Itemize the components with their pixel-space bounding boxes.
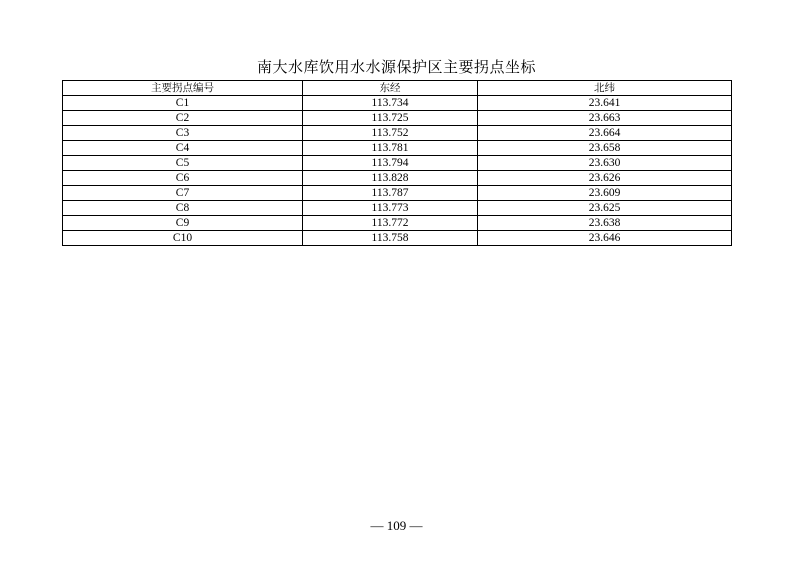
table-row xyxy=(63,96,732,111)
table-row xyxy=(63,126,732,141)
cell-longitude: 113.725 xyxy=(303,111,478,126)
cell-point-id: C8 xyxy=(63,201,303,216)
cell-longitude: 113.787 xyxy=(303,186,478,201)
cell-point-id: C9 xyxy=(63,216,303,231)
cell-latitude: 23.658 xyxy=(478,141,732,156)
header-latitude: 北纬 xyxy=(478,81,732,96)
cell-point-id: C7 xyxy=(63,186,303,201)
coordinates-table xyxy=(62,80,732,246)
table-row xyxy=(63,201,732,216)
cell-longitude: 113.828 xyxy=(303,171,478,186)
table-row xyxy=(63,186,732,201)
cell-longitude: 113.794 xyxy=(303,156,478,171)
cell-latitude: 23.626 xyxy=(478,171,732,186)
cell-point-id: C3 xyxy=(63,126,303,141)
cell-point-id: C2 xyxy=(63,111,303,126)
cell-latitude: 23.641 xyxy=(478,96,732,111)
cell-latitude: 23.638 xyxy=(478,216,732,231)
cell-longitude: 113.752 xyxy=(303,126,478,141)
table-row xyxy=(63,216,732,231)
table-row xyxy=(63,171,732,186)
cell-latitude: 23.630 xyxy=(478,156,732,171)
cell-point-id: C4 xyxy=(63,141,303,156)
cell-point-id: C10 xyxy=(63,231,303,246)
cell-longitude: 113.781 xyxy=(303,141,478,156)
cell-latitude: 23.609 xyxy=(478,186,732,201)
header-longitude: 东经 xyxy=(303,81,478,96)
table-row xyxy=(63,231,732,246)
table-row xyxy=(63,156,732,171)
cell-point-id: C6 xyxy=(63,171,303,186)
header-point-id: 主要拐点编号 xyxy=(63,81,303,96)
cell-latitude: 23.663 xyxy=(478,111,732,126)
cell-longitude: 113.773 xyxy=(303,201,478,216)
table-header-row xyxy=(63,81,732,96)
cell-point-id: C5 xyxy=(63,156,303,171)
table-row xyxy=(63,111,732,126)
cell-latitude: 23.646 xyxy=(478,231,732,246)
cell-latitude: 23.664 xyxy=(478,126,732,141)
page-number: — 109 — xyxy=(370,518,423,533)
cell-latitude: 23.625 xyxy=(478,201,732,216)
cell-longitude: 113.734 xyxy=(303,96,478,111)
table-row xyxy=(63,141,732,156)
cell-longitude: 113.758 xyxy=(303,231,478,246)
document-title: 南大水库饮用水水源保护区主要拐点坐标 xyxy=(256,58,536,76)
cell-longitude: 113.772 xyxy=(303,216,478,231)
cell-point-id: C1 xyxy=(63,96,303,111)
